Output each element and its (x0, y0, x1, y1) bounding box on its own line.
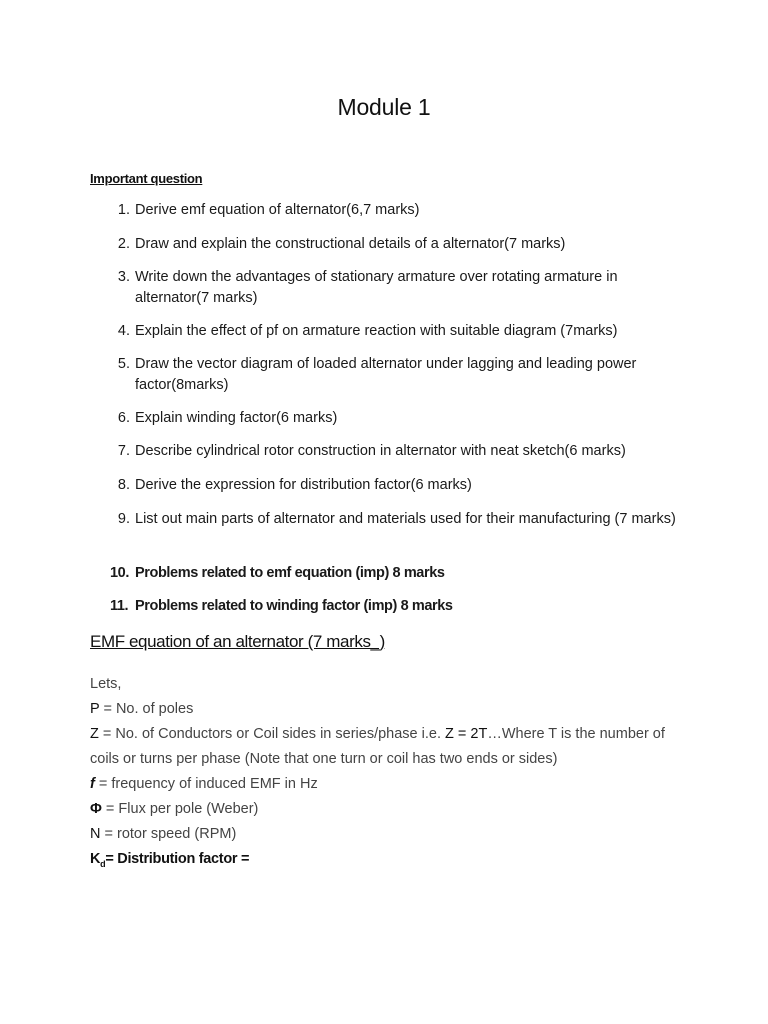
definition-text: …Where T is the number of coils or turns per phase (Note that one turn or coil has two ends or sides) (90, 726, 665, 767)
list-item (90, 354, 680, 395)
symbol-p: P (90, 701, 100, 717)
list-item (90, 234, 680, 255)
list-item (90, 475, 680, 496)
list-item-text: Draw the vector diagram of loaded alternator under lagging and leading power factor(8marks) (135, 356, 637, 393)
symbol-kd-main: K (90, 851, 101, 867)
list-item-number: 1. (117, 202, 130, 218)
definition-text: = No. of poles (99, 701, 194, 717)
list-item-text: Derive the expression for distribution factor(6 marks) (135, 477, 472, 493)
definition-text: = frequency of induced EMF in Hz (94, 776, 318, 792)
definition-text: = rotor speed (RPM) (100, 826, 237, 842)
list-item (90, 408, 680, 429)
list-item-text: Describe cylindrical rotor construction in alternator with neat sketch(6 marks) (135, 443, 626, 459)
symbol-phi: Φ (90, 801, 102, 817)
list-item-number: 9. (117, 511, 130, 527)
symbol-kd (90, 851, 105, 867)
lets-line: Lets, (90, 676, 122, 692)
symbol-f: f (90, 776, 95, 792)
definition-text: = Distribution factor = (105, 851, 250, 867)
symbol-z: Z (90, 726, 99, 742)
list-item-number: 10. (110, 565, 129, 581)
list-item (90, 509, 680, 530)
definition-p (90, 697, 690, 722)
list-item-number: 8. (117, 477, 130, 493)
list-item-number: 7. (117, 443, 130, 459)
definition-text: = Flux per pole (Weber) (101, 801, 259, 817)
list-item-text: Derive emf equation of alternator(6,7 marks) (135, 202, 420, 218)
definition-phi (90, 797, 690, 822)
list-item-text: Write down the advantages of stationary armature over rotating armature in alternator(7 marks) (135, 269, 618, 306)
definition-kd (90, 847, 690, 877)
definition-f (90, 772, 690, 797)
list-item-text: Draw and explain the constructional details of a alternator(7 marks) (135, 236, 566, 252)
important-question-heading: Important question (90, 171, 203, 186)
list-item-number: 3. (117, 269, 130, 285)
list-item-number: 2. (117, 236, 130, 252)
section-heading: EMF equation of an alternator (7 marks_) (90, 632, 385, 651)
list-item (90, 596, 680, 617)
list-item-number: 5. (117, 356, 130, 372)
list-item (90, 563, 680, 584)
list-item-text: Explain winding factor(6 marks) (135, 410, 338, 426)
list-item (90, 441, 680, 462)
list-item-text: Problems related to emf equation (imp) 8 marks (135, 565, 445, 581)
list-item (90, 200, 680, 221)
list-item-text: List out main parts of alternator and materials used for their manufacturing (7 marks) (135, 511, 676, 527)
definition-text: = No. of Conductors or Coil sides in series/phase i.e. (98, 726, 446, 742)
list-item-text: Explain the effect of pf on armature reaction with suitable diagram (7marks) (135, 323, 618, 339)
list-item (90, 321, 680, 342)
list-item-number: 6. (117, 410, 130, 426)
symbol-kd-sub: d (100, 858, 106, 869)
symbol-n: N (90, 826, 101, 842)
list-item-number: 11. (110, 598, 129, 614)
definition-z (90, 722, 690, 772)
list-item-number: 4. (117, 323, 130, 339)
equation-z: Z = 2T (445, 726, 488, 742)
definition-n (90, 822, 690, 847)
list-item-text: Problems related to winding factor (imp) 8 marks (135, 598, 453, 614)
list-item (90, 267, 680, 308)
page-title: Module 1 (337, 94, 431, 120)
